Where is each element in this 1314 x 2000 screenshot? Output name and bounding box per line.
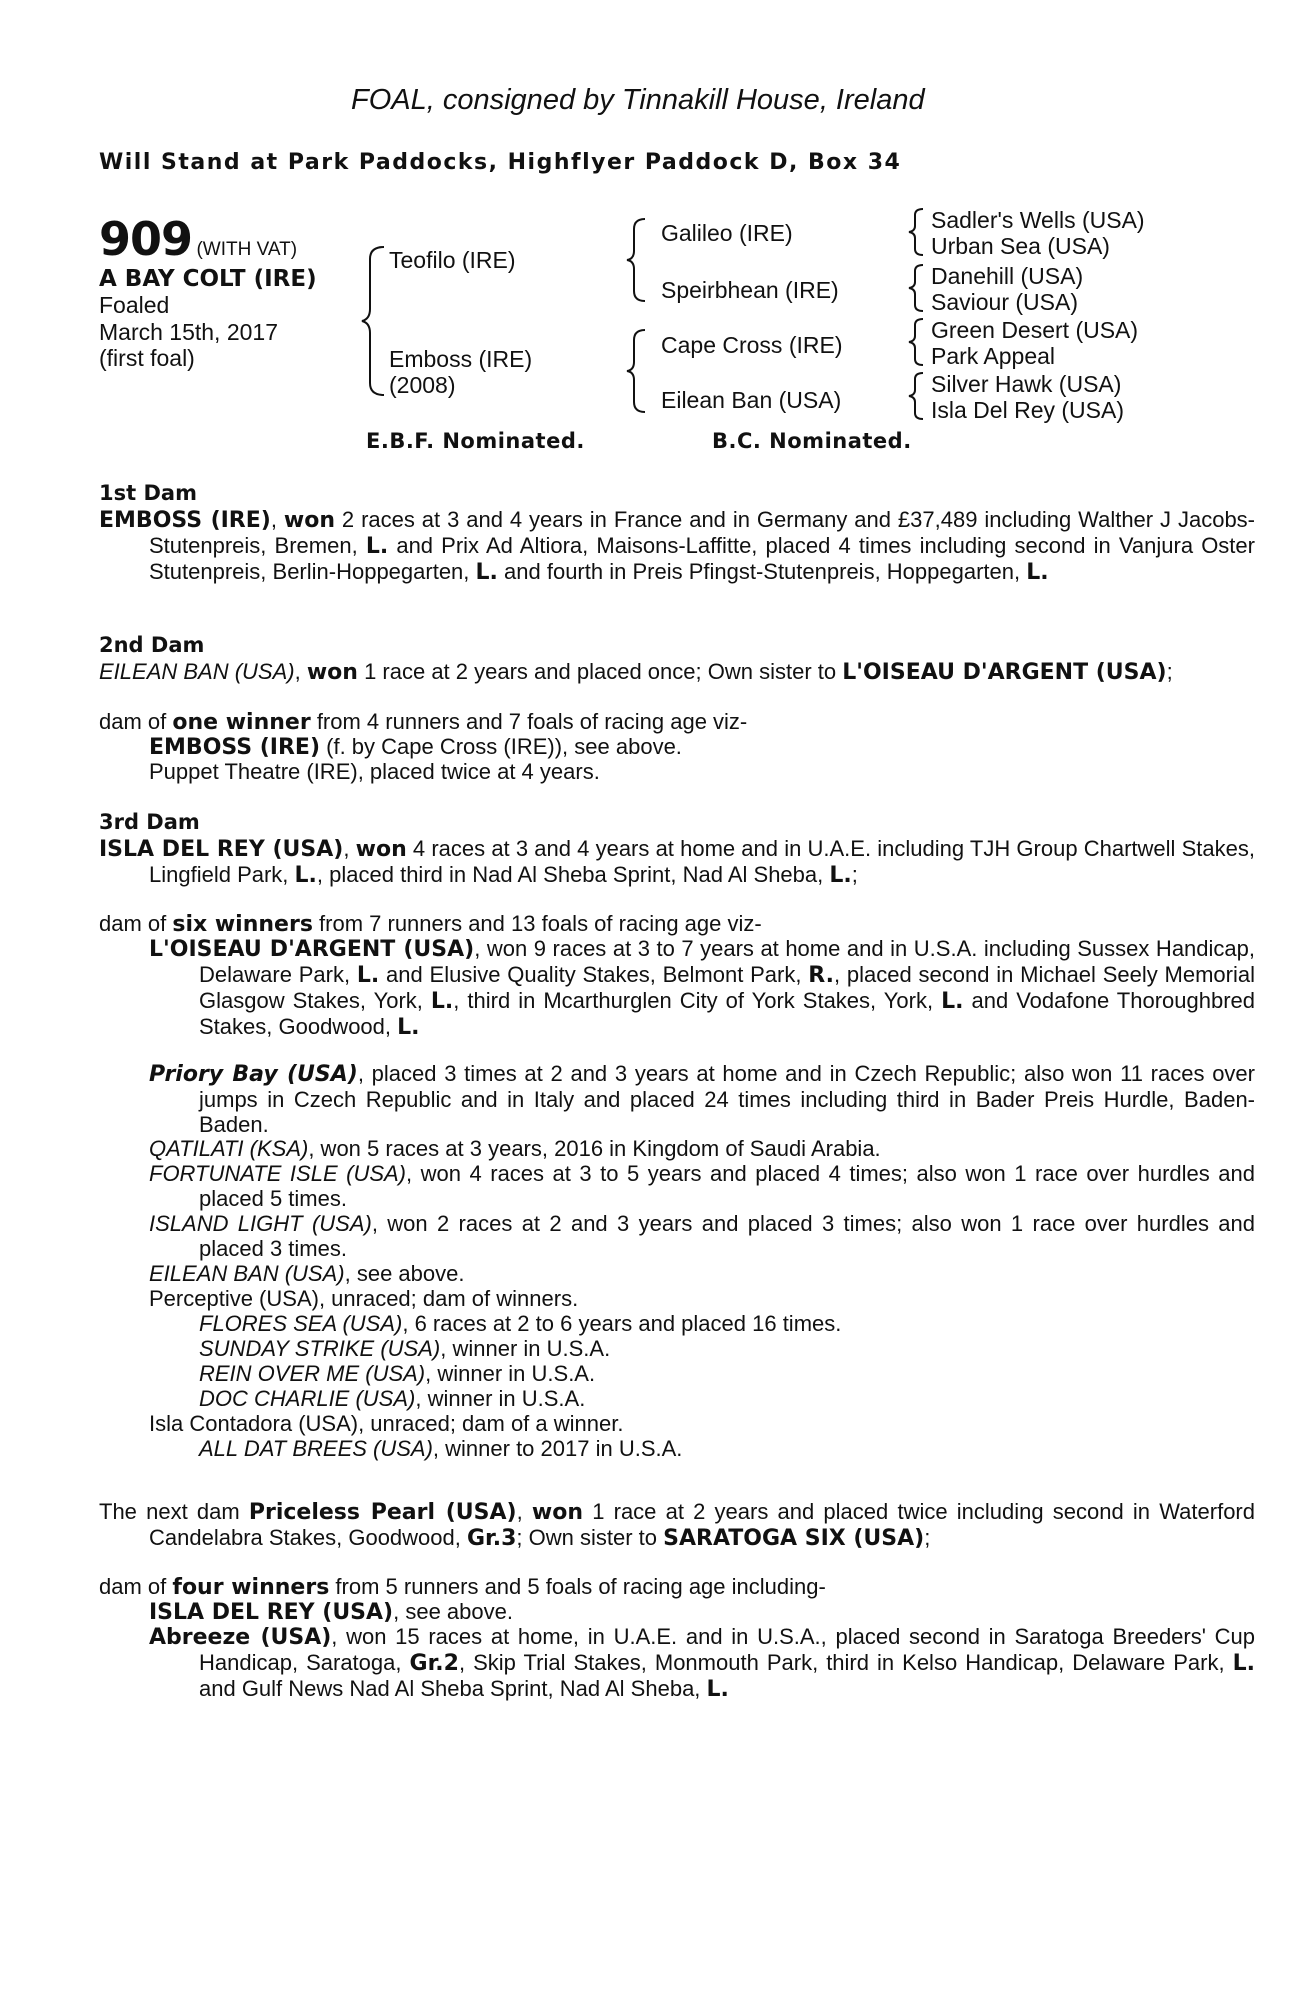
dam-of-text: dam of [99,1574,173,1599]
won-label: won [355,837,407,862]
second-dam-heading: 2nd Dam [99,633,205,657]
pedigree-g2: Urban Sea (USA) [931,233,1110,259]
pedigree-g7: Silver Hawk (USA) [931,371,1122,397]
sister-name: L'OISEAU D'ARGENT (USA) [842,660,1167,685]
vat-note: (WITH VAT) [196,239,298,260]
progeny-puppet-theatre: Puppet Theatre (IRE), placed twice at 4 years. [149,759,600,784]
dam-of-text: dam of [99,709,173,734]
progeny-perceptive: Perceptive (USA), unraced; dam of winners. [149,1286,579,1311]
race-text: 1 race at 2 years and placed once; Own sister to [357,659,843,684]
pedigree-brace-g2 [907,263,927,313]
progeny-island-light [149,1211,1255,1261]
pedigree-g6: Park Appeal [931,343,1056,369]
pedigree-g3: Danehill (USA) [931,263,1084,289]
pedigree-sire-dam: Speirbhean (IRE) [661,277,839,303]
listed-mark: L. [430,989,454,1014]
progeny-name: DOC CHARLIE (USA) [199,1386,416,1411]
dam-of-text: from 5 runners and 5 foals of racing age including- [329,1574,826,1599]
pedigree-dam-dam: Eilean Ban (USA) [661,387,842,413]
next-dam-name: Priceless Pearl (USA) [248,1500,517,1525]
listed-mark: L. [1232,1651,1255,1676]
progeny-name: FLORES SEA (USA) [199,1311,403,1336]
winners-count: four winners [172,1575,330,1600]
first-dam-heading: 1st Dam [99,481,197,505]
foaled-label: Foaled [99,292,170,318]
progeny-text: , won 2 races at 2 and 3 years and placed 3 times; also won 1 race over hurdles and placed 3 times. [199,1211,1255,1261]
next-dam-paragraph [99,1499,1255,1551]
pedigree-brace-sire [625,217,651,303]
race-text: ; [1166,659,1173,684]
pedigree-g1: Sadler's Wells (USA) [931,207,1145,233]
listed-mark: L. [365,534,389,559]
race-text: 1 race at 2 years and placed twice including second in Waterford Candelabra Stakes, Goodwood, [149,1499,1255,1550]
first-foal-note: (first foal) [99,345,195,371]
progeny-abreeze [149,1624,1255,1702]
listed-mark: L. [294,863,317,888]
progeny-name: QATILATI (KSA) [149,1136,309,1161]
pedigree-g5: Green Desert (USA) [931,317,1139,343]
progeny-text: , won 4 races at 3 to 5 years and placed 4 times; also won 1 race over hurdles and placed 5 times. [199,1161,1256,1211]
progeny-text: , 6 races at 2 to 6 years and placed 16 times. [402,1311,842,1336]
pedigree-sire-sire: Galileo (IRE) [661,220,793,246]
race-text: and Prix Ad Altiora, Maisons-Laffitte, placed 4 times including second in Vanjura Oster Stutenpreis, Berlin-Hoppegarten, [149,533,1255,584]
progeny-text: , placed 3 times at 2 and 3 years at home and in Czech Republic; also won 11 races over jumps in Czech Republic and in Italy and placed 24 times including third in Bader Preis Hurdle, Baden-Baden. [199,1061,1255,1137]
progeny-name: EMBOSS (IRE) [149,735,321,760]
progeny-name: REIN OVER ME (USA) [199,1361,426,1386]
winners-count: one winner [172,710,311,735]
listed-mark: L. [397,1015,420,1040]
progeny-text: , see above. [393,1599,513,1624]
progeny-priory-bay [149,1061,1255,1137]
progeny-name: EILEAN BAN (USA) [149,1261,345,1286]
progeny-text: and Elusive Quality Stakes, Belmont Park, [379,962,809,987]
progeny-name: Abreeze (USA) [149,1625,332,1650]
restricted-mark: R. [808,963,834,988]
listed-mark: L. [941,989,964,1014]
third-dam-paragraph: ISLA DEL REY (USA), won 4 races at 3 and 4 years at home and in U.A.E. including TJH Group Chartwell Stakes, Lingfield Park, L., placed third in Nad Al Sheba Sprint, Nad Al Sheba, L.; [99,836,1255,888]
progeny-isla-del-rey [149,1599,1205,1625]
race-text: 4 races at 3 and 4 years at home and in U.A.E. including TJH Group Chartwell Stakes, Lingfield Park, [149,836,1255,887]
listed-mark: L. [829,863,852,888]
progeny-text: , placed second in Michael Seely Memorial Glasgow Stakes, York, [199,962,1255,1013]
progeny-name: ISLA DEL REY (USA) [149,1600,394,1625]
progeny-eilean-ban [149,1261,1205,1286]
third-dam-heading: 3rd Dam [99,810,200,834]
progeny-text: , winner to 2017 in U.S.A. [432,1436,683,1461]
pedigree-brace-parents [360,245,390,397]
progeny-text: , winner in U.S.A. [415,1386,586,1411]
sister-name: SARATOGA SIX (USA) [663,1526,925,1551]
progeny-name: Priory Bay (USA) [149,1062,358,1087]
pedigree-dam: Emboss (IRE) [389,346,533,372]
pedigree-brace-g4 [907,371,927,421]
pedigree-sire: Teofilo (IRE) [389,247,516,273]
listed-mark: L. [1026,560,1049,585]
listed-mark: L. [706,1677,729,1702]
won-label: won [306,660,358,685]
group-mark: Gr.2 [409,1651,459,1676]
progeny-text: , Skip Trial Stakes, Monmouth Park, third in Kelso Handicap, Delaware Park, [458,1650,1233,1675]
progeny-text: (f. by Cape Cross (IRE)), see above. [320,734,682,759]
progeny-text: , winner in U.S.A. [425,1361,596,1386]
progeny-isla-contadora: Isla Contadora (USA), unraced; dam of a winner. [149,1411,624,1436]
race-text: 2 races at 3 and 4 years in France and in Germany and £37,489 including Walther J Jacobs-Stutenpreis, Bremen, [149,507,1256,558]
progeny-emboss [149,734,1205,760]
progeny-text: , won 15 races at home, in U.A.E. and in U.S.A., placed second in Saratoga Breeders' Cup Handicap, Saratoga, [199,1624,1255,1675]
lot-number-line [99,212,297,266]
progeny-name: ALL DAT BREES (USA) [199,1436,433,1461]
pedigree-brace-g3 [907,317,927,367]
ebf-nomination: E.B.F. Nominated. [366,429,585,453]
first-dam-paragraph: EMBOSS (IRE), won 2 races at 3 and 4 years in France and in Germany and £37,489 including Walther J Jacobs-Stutenpreis, Bremen, L. and Prix Ad Altiora, Maisons-Laffitte, placed 4 times including second in Vanjura Oster Stutenpreis, Berlin-Hoppegarten, L. and fourth in Preis Pfingst-Stutenpreis, Hoppegarten, L. [99,507,1256,585]
dam-of-text: from 4 runners and 7 foals of racing age viz- [310,709,748,734]
pedigree-g4: Saviour (USA) [931,289,1078,315]
progeny-text: , won 5 races at 3 years, 2016 in Kingdom of Saudi Arabia. [308,1136,881,1161]
race-text: ; [924,1525,931,1550]
winners-count: six winners [172,912,313,937]
pedigree-brace-dam [625,328,651,414]
progeny-name: SUNDAY STRIKE (USA) [199,1336,441,1361]
dam-of-text: dam of [99,911,173,936]
pedigree-g8: Isla Del Rey (USA) [931,397,1124,423]
second-dam-name: EILEAN BAN (USA) [99,659,295,684]
progeny-text: , see above. [344,1261,465,1286]
first-dam-name: EMBOSS (IRE) [99,508,271,533]
consignor-line: FOAL, consigned by Tinnakill House, Ireland [351,84,925,116]
pedigree-brace-g1 [907,207,927,257]
pedigree-dam-year: (2008) [389,372,456,398]
pedigree-dam-sire: Cape Cross (IRE) [661,332,843,358]
third-dam-produce-line [99,911,1205,937]
race-text: ; [851,862,858,887]
group-mark: Gr.3 [466,1526,517,1551]
listed-mark: L. [475,560,498,585]
progeny-loiseau [149,936,1255,1040]
grand-progeny-doc-charlie [199,1386,1205,1411]
lot-number: 909 [99,212,193,266]
progeny-name: ISLAND LIGHT (USA) [149,1211,372,1236]
progeny-text: , third in Mcarthurglen City of York Stakes, York, [453,988,942,1013]
progeny-qatilati [149,1136,1255,1161]
grand-progeny-flores-sea [199,1311,1205,1336]
next-dam-intro: The next dam [99,1499,249,1524]
third-dam-name: ISLA DEL REY (USA) [99,837,344,862]
progeny-name: FORTUNATE ISLE (USA) [149,1161,407,1186]
progeny-text: , winner in U.S.A. [440,1336,611,1361]
race-text: , placed third in Nad Al Sheba Sprint, Nad Al Sheba, [316,862,830,887]
won-label: won [531,1500,584,1525]
progeny-fortunate-isle [149,1161,1255,1211]
lot-title: A BAY COLT (IRE) [99,266,317,292]
foaled-date: March 15th, 2017 [99,319,279,345]
second-dam-produce-line [99,709,1205,735]
next-dam-produce-line [99,1574,1205,1600]
grand-progeny-all-dat-brees [199,1436,1205,1461]
race-text: and fourth in Preis Pfingst-Stutenpreis, Hoppegarten, [497,559,1027,584]
dam-of-text: from 7 runners and 13 foals of racing age viz- [312,911,762,936]
progeny-text: , won 9 races at 3 to 7 years at home and in U.S.A. including Sussex Handicap, Delaware Park, [199,936,1255,987]
progeny-text: and Gulf News Nad Al Sheba Sprint, Nad Al Sheba, [199,1676,707,1701]
grand-progeny-rein-over-me [199,1361,1205,1386]
bc-nomination: B.C. Nominated. [712,429,912,453]
won-label: won [283,508,335,533]
second-dam-paragraph: EILEAN BAN (USA), won 1 race at 2 years and placed once; Own sister to L'OISEAU D'ARGENT (USA); [99,659,1173,685]
grand-progeny-sunday-strike [199,1336,1205,1361]
progeny-name: L'OISEAU D'ARGENT (USA) [149,937,475,962]
stand-location: Will Stand at Park Paddocks, Highflyer Paddock D, Box 34 [99,150,902,175]
punctuation: , [516,1499,523,1524]
progeny-text: and Vodafone Thoroughbred Stakes, Goodwood, [199,988,1255,1039]
listed-mark: L. [356,963,380,988]
race-text: ; Own sister to [516,1525,664,1550]
